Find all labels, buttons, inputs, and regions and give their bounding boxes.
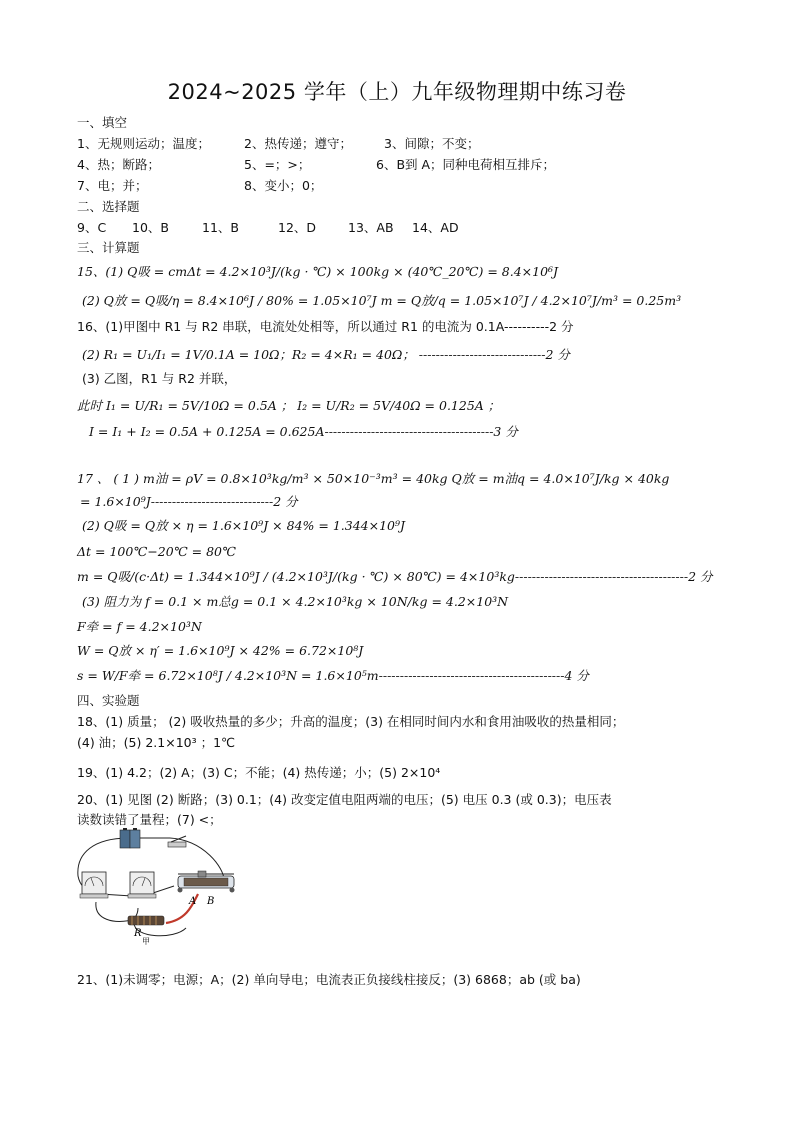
calc-17-part-2: (2) Q吸 = Q放 × η = 1.6×10⁹J × 84% = 1.344×10⁹J (82, 518, 406, 533)
calc-17-part-1-result: = 1.6×10⁹J-----------------------------2 分 (80, 494, 298, 509)
exp-18-line-1: 18、(1) 质量； (2) 吸收热量的多少；升高的温度；(3) 在相同时间内水和食用油吸收的热量相同； (77, 714, 625, 729)
calc-17-temp-change: Δt = 100℃−20℃ = 80℃ (77, 544, 236, 559)
fill-answer-2: 2、热传递；遵守； (244, 136, 352, 151)
section-heading-choice: 二、选择题 (77, 199, 140, 214)
calc-15-part-2: (2) Q放 = Q吸/η = 8.4×10⁶J / 80% = 1.05×10⁷J m = Q放/q = 1.05×10⁷J / 4.2×10⁷J/m³ = 0.25m³ (82, 293, 682, 308)
fill-answer-3: 3、间隙；不变； (384, 136, 480, 151)
voltmeter-icon (80, 872, 108, 898)
choice-answer-13: 13、AB (348, 220, 394, 235)
exp-18-line-2: (4) 油；(5) 2.1×10³ ；1℃ (77, 735, 236, 750)
choice-answer-9: 9、C (77, 220, 107, 235)
calc-17-traction: F牵 = f = 4.2×10³N (77, 619, 202, 634)
circuit-diagram (74, 828, 244, 948)
exp-20-line-2: 读数读错了量程；(7) <； (77, 812, 222, 827)
exp-19: 19、(1) 4.2；(2) A；(3) C；不能；(4) 热传递；小；(5) 2×10⁴ (77, 765, 441, 780)
calc-16-part-1: 16、(1)甲图中 R1 与 R2 串联，电流处处相等，所以通过 R1 的电流为 0.1A----------2 分 (77, 319, 574, 334)
fill-answer-1: 1、无规则运动；温度； (77, 136, 210, 151)
resistor-label-r: R (134, 928, 142, 939)
calc-17-mass: m = Q吸/(c·Δt) = 1.344×10⁹J / (4.2×10³J/(kg · ℃) × 80℃) = 4×10³kg-----------------------------------------2 分 (77, 569, 713, 584)
choice-answer-12: 12、D (278, 220, 317, 235)
calc-15-part-1: 15、(1) Q吸 = cmΔt = 4.2×10³J/(kg · ℃) × 100kg × (40℃_20℃) = 8.4×10⁶J (77, 264, 559, 279)
calc-17-distance: s = W/F牵 = 6.72×10⁸J / 4.2×10³N = 1.6×10⁵m--------------------------------------------4 分 (77, 668, 589, 683)
calc-16-total: I = I₁ + I₂ = 0.5A + 0.125A = 0.625A----------------------------------------3 分 (89, 424, 518, 439)
calc-17-part-3: (3) 阻力为 f = 0.1 × m总g = 0.1 × 4.2×10³kg × 10N/kg = 4.2×10³N (82, 594, 509, 609)
calc-17-work: W = Q放 × η′ = 1.6×10⁹J × 42% = 6.72×10⁸J (77, 643, 364, 658)
choice-answer-14: 14、AD (412, 220, 459, 235)
page-title: 2024~2025 学年（上）九年级物理期中练习卷 (167, 80, 627, 104)
terminal-label-b: B (207, 896, 215, 907)
resistor-icon (128, 916, 164, 925)
choice-answer-11: 11、B (202, 220, 239, 235)
section-heading-exp: 四、实验题 (77, 693, 140, 708)
fill-answer-8: 8、变小；0； (244, 178, 323, 193)
calc-16-part-4: 此时 I₁ = U/R₁ = 5V/10Ω = 0.5A ； I₂ = U/R₂ = 5V/40Ω = 0.125A ； (77, 398, 501, 413)
ammeter-icon (128, 872, 156, 898)
terminal-label-a: A (189, 896, 197, 907)
calc-16-part-2: (2) R₁ = U₁/I₁ = 1V/0.1A = 10Ω；R₂ = 4×R₁ = 40Ω； ------------------------------2 分 (82, 347, 570, 362)
exp-20-line-1: 20、(1) 见图 (2) 断路；(3) 0.1；(4) 改变定值电阻两端的电压；(5) 电压 0.3 (或 0.3)；电压表 (77, 792, 612, 807)
section-heading-calc: 三、计算题 (77, 240, 140, 255)
fill-answer-5: 5、=；>； (244, 157, 311, 172)
fill-answer-6: 6、B到 A；同种电荷相互排斥； (376, 157, 556, 172)
section-heading-fill: 一、填空 (77, 115, 128, 130)
exp-21: 21、(1)未调零；电源；A；(2) 单向导电；电流表正负接线柱接反；(3) 6868；ab (或 ba) (77, 972, 581, 987)
choice-answer-10: 10、B (132, 220, 169, 235)
fill-answer-7: 7、电；并； (77, 178, 148, 193)
fill-answer-4: 4、热；断路； (77, 157, 160, 172)
resistor-label-jia: 甲 (142, 937, 150, 946)
calc-17-part-1: 17 、 ( 1 ) m油 = ρV = 0.8×10³kg/m³ × 50×10⁻³m³ = 40kg Q放 = m油q = 4.0×10⁷J/kg × 40kg (77, 471, 670, 486)
rheostat-icon (178, 871, 235, 893)
battery-icon (120, 828, 140, 848)
calc-16-part-3: (3) 乙图，R1 与 R2 并联， (82, 371, 237, 386)
